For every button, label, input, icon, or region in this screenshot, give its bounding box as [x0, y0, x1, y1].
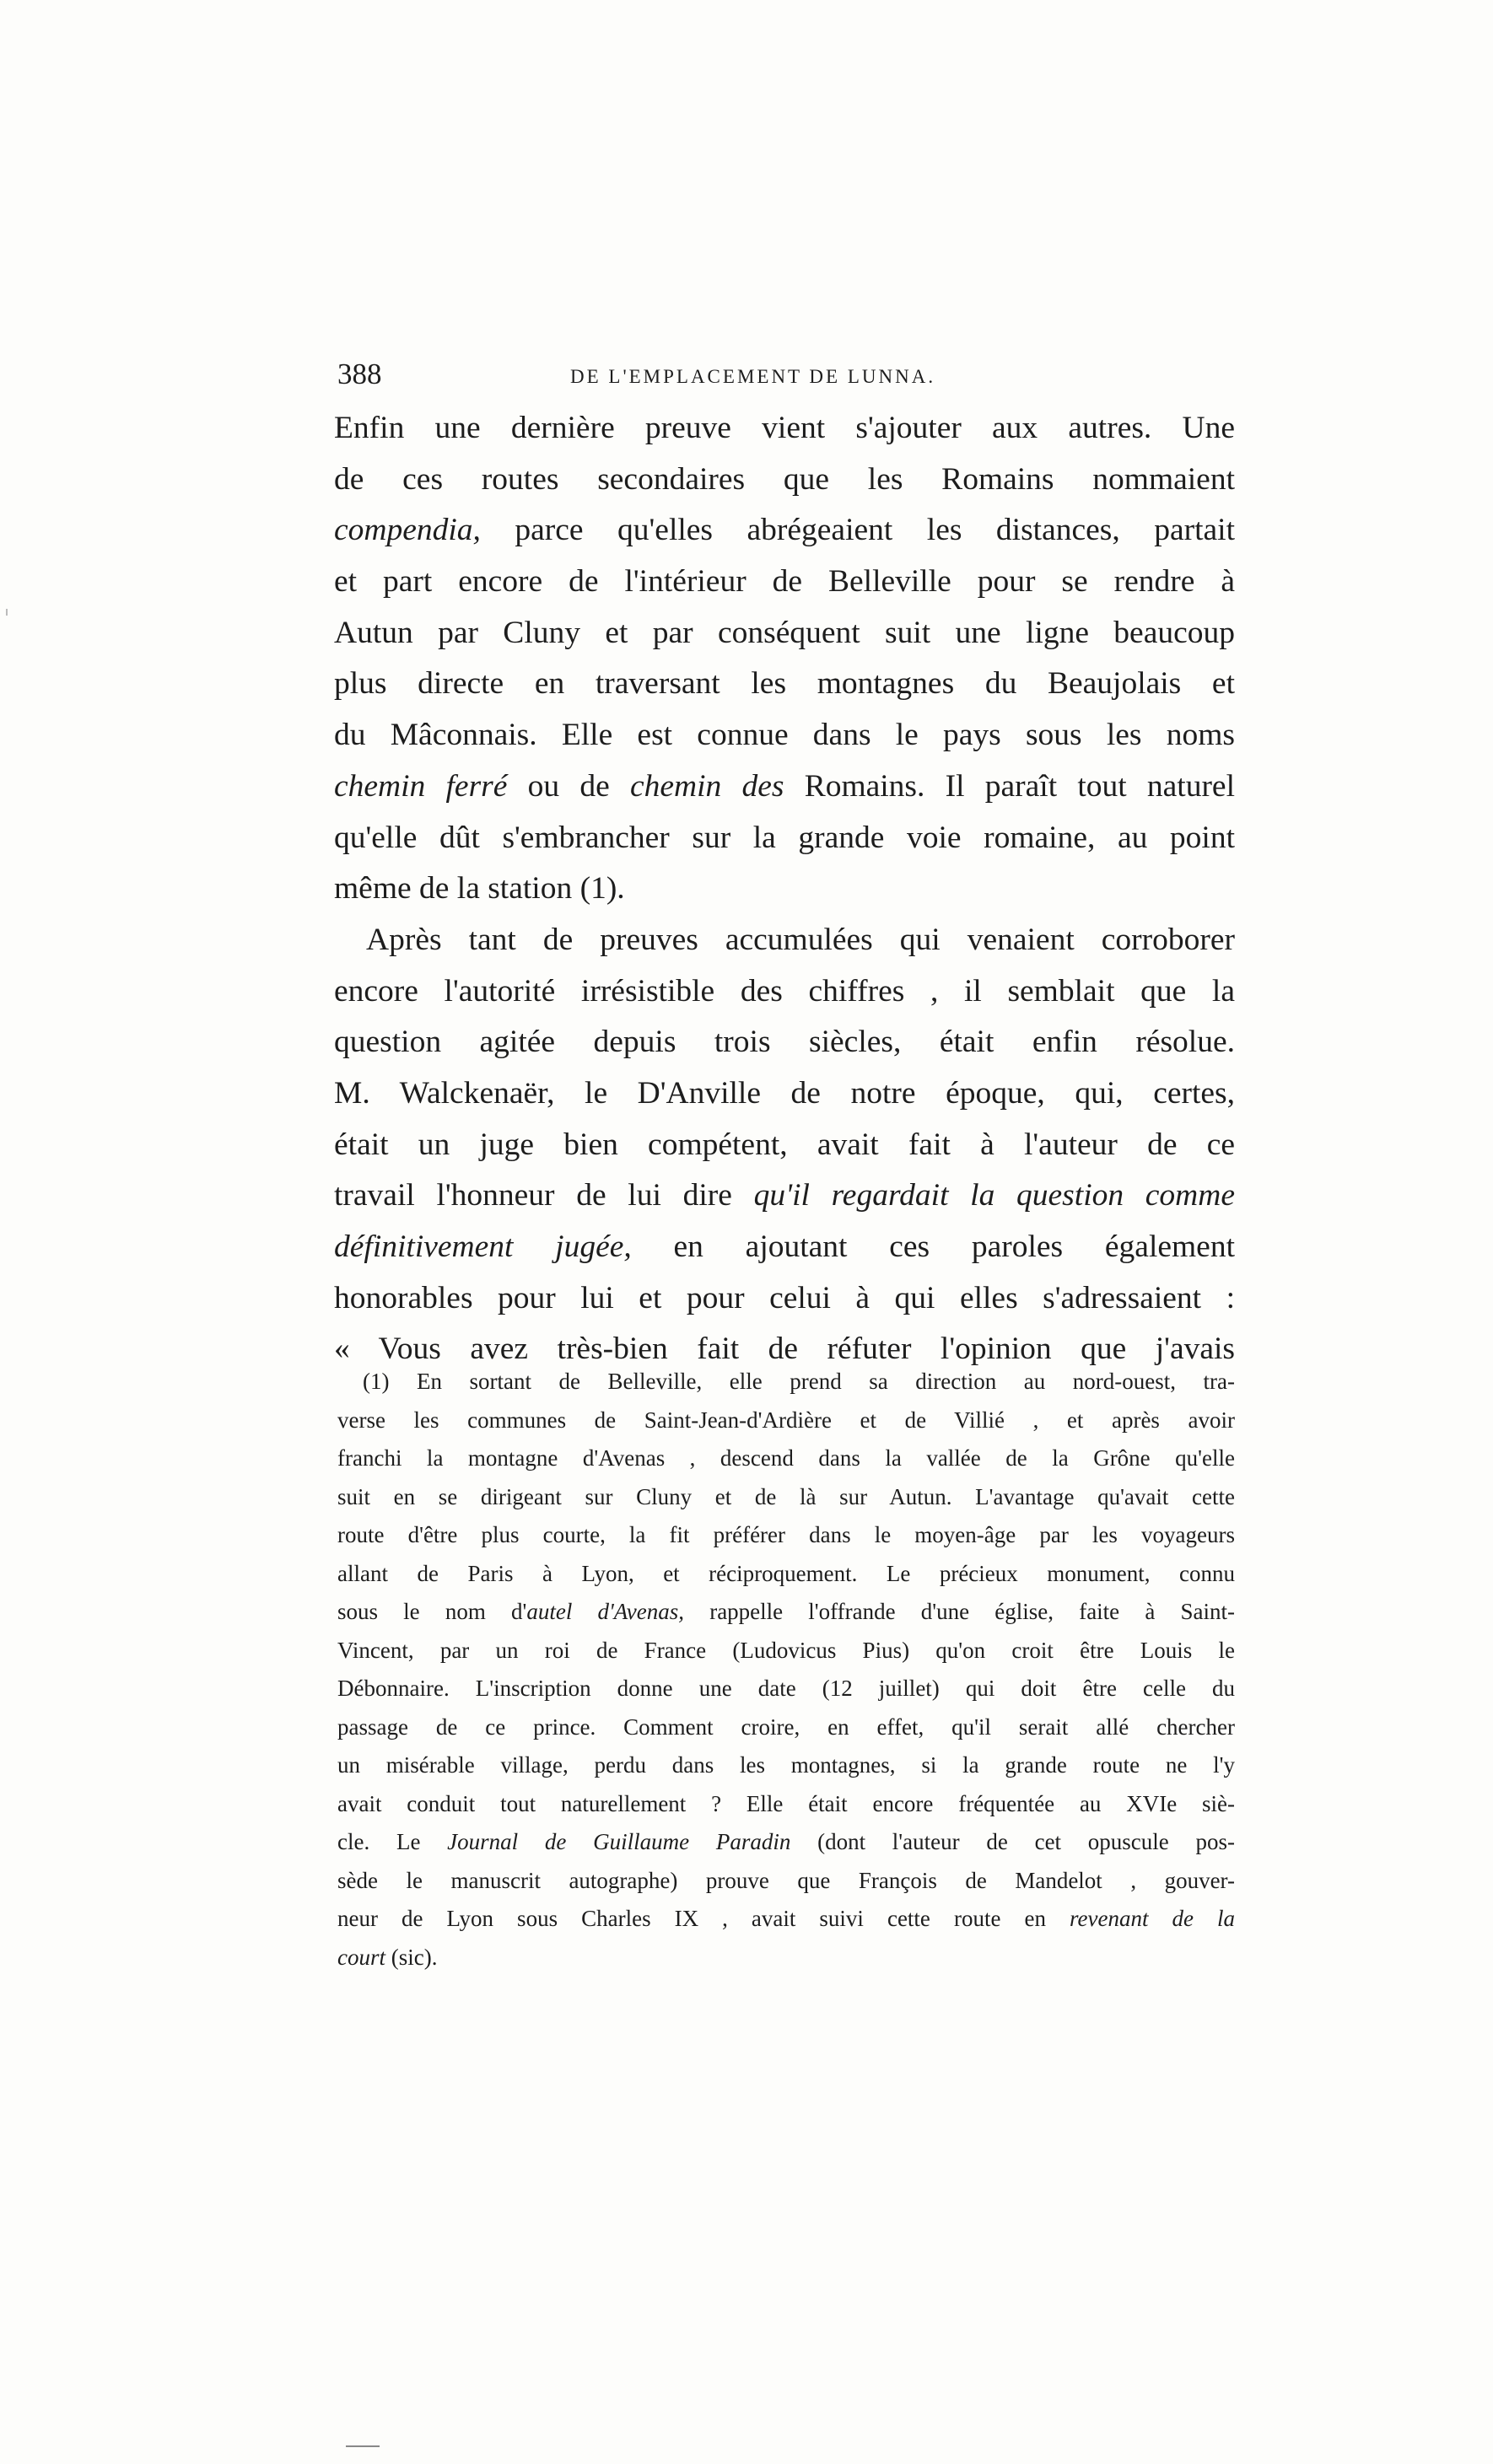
italic-quote: revenant de la — [1069, 1906, 1235, 1931]
margin-mark — [6, 609, 8, 616]
text-line: honorables pour lui et pour celui à qui elles s'adressaient : — [334, 1280, 1235, 1315]
text-run: en ajoutant ces paroles également — [631, 1229, 1235, 1264]
italic-quote: définitivement jugée, — [334, 1229, 632, 1264]
text-line: M. Walckenaër, le D'Anville de notre époque, qui, certes, — [334, 1075, 1235, 1111]
text-line — [334, 1222, 1235, 1273]
text-line: même de la station (1). — [334, 871, 625, 907]
italic-term: autel d'Avenas, — [526, 1599, 685, 1624]
text-run: travail l'honneur de lui dire — [334, 1178, 754, 1213]
text-line: était un juge bien compétent, avait fait à l'auteur de ce — [334, 1127, 1235, 1162]
footnote-line: suit en se dirigeant sur Cluny et de là sur Autun. L'avantage qu'avait cette — [337, 1483, 1235, 1509]
footnote-line — [337, 1593, 1235, 1632]
footnote-line — [337, 1900, 1235, 1939]
text-run: neur de Lyon sous Charles IX , avait suivi cette route en — [337, 1906, 1070, 1931]
footnote-line: Vincent, par un roi de France (Ludovicus Pius) qu'on croit être Louis le — [337, 1637, 1235, 1663]
italic-term: chemin des — [629, 768, 784, 804]
text-run: Romains. Il paraît tout naturel — [784, 768, 1235, 804]
footnote-line: sède le manuscrit autographe) prouve que François de Mandelot , gouver- — [337, 1867, 1235, 1893]
text-run: parce qu'elles abrégeaient les distances, partait — [480, 513, 1235, 548]
footnote-line: verse les communes de Saint-Jean-d'Ardière et de Villié , et après avoir — [337, 1407, 1235, 1433]
bottom-rule — [346, 2445, 380, 2447]
text-line — [334, 1170, 1235, 1222]
text-run: (dont l'auteur de cet opuscule pos- — [790, 1829, 1235, 1854]
text-line: du Mâconnais. Elle est connue dans le pays sous les noms — [334, 718, 1235, 753]
running-head: DE L'EMPLACEMENT DE LUNNA. — [570, 366, 936, 387]
text-run: cle. Le — [337, 1829, 448, 1854]
footnote-line — [337, 1939, 1235, 1977]
text-line: plus directe en traversant les montagnes du Beaujolais et — [334, 666, 1235, 702]
footnote-line: passage de ce prince. Comment croire, en effet, qu'il serait allé chercher — [337, 1714, 1235, 1740]
footnote-line: avait conduit tout naturellement ? Elle était encore fréquentée au XVIe siè- — [337, 1790, 1235, 1816]
text-run: rappelle l'offrande d'une église, faite à Saint- — [684, 1599, 1235, 1624]
text-line: Enfin une dernière preuve vient s'ajouter aux autres. Une — [334, 411, 1235, 445]
text-line — [334, 761, 1235, 813]
text-line: question agitée depuis trois siècles, était enfin résolue. — [334, 1025, 1235, 1060]
text-line: de ces routes secondaires que les Romains nommaient — [334, 461, 1235, 497]
main-text — [334, 403, 1235, 1375]
footnote-line — [337, 1823, 1235, 1862]
page-header — [337, 358, 1232, 401]
text-line: Autun par Cluny et par conséquent suit une ligne beaucoup — [334, 615, 1235, 650]
footnote-line: un misérable village, perdu dans les montagnes, si la grande route ne l'y — [337, 1752, 1235, 1778]
footnote-line: franchi la montagne d'Avenas , descend dans la vallée de la Grône qu'elle — [337, 1445, 1235, 1471]
footnote-line: allant de Paris à Lyon, et réciproquement. Le précieux monument, connu — [337, 1560, 1235, 1586]
page-number: 388 — [337, 358, 382, 390]
italic-quote: court — [337, 1944, 385, 1970]
text-line: « Vous avez très-bien fait de réfuter l'opinion que j'avais — [334, 1332, 1235, 1367]
text-run: (sic). — [385, 1944, 438, 1970]
text-line — [334, 505, 1235, 557]
text-line: Après tant de preuves accumulées qui venaient corroborer — [366, 922, 1235, 957]
text-run: ou de — [507, 768, 630, 804]
footnote — [337, 1363, 1235, 1977]
italic-quote: qu'il regardait la question comme — [753, 1178, 1235, 1213]
text-line: encore l'autorité irrésistible des chiffres , il semblait que la — [334, 973, 1235, 1009]
footnote-line: Débonnaire. L'inscription donne une date (12 juillet) qui doit être celle du — [337, 1676, 1235, 1701]
text-line: et part encore de l'intérieur de Belleville pour se rendre à — [334, 564, 1235, 600]
footnote-line: route d'être plus courte, la fit préférer dans le moyen-âge par les voyageurs — [337, 1522, 1235, 1547]
text-line: qu'elle dût s'embrancher sur la grande voie romaine, au point — [334, 820, 1235, 855]
text-run: sous le nom d' — [337, 1599, 527, 1624]
footnote-line: (1) En sortant de Belleville, elle prend sa direction au nord-ouest, tra- — [363, 1369, 1235, 1394]
italic-term: compendia, — [334, 513, 481, 548]
italic-title: Journal de Guillaume Paradin — [447, 1829, 791, 1854]
italic-term: chemin ferré — [334, 768, 508, 804]
